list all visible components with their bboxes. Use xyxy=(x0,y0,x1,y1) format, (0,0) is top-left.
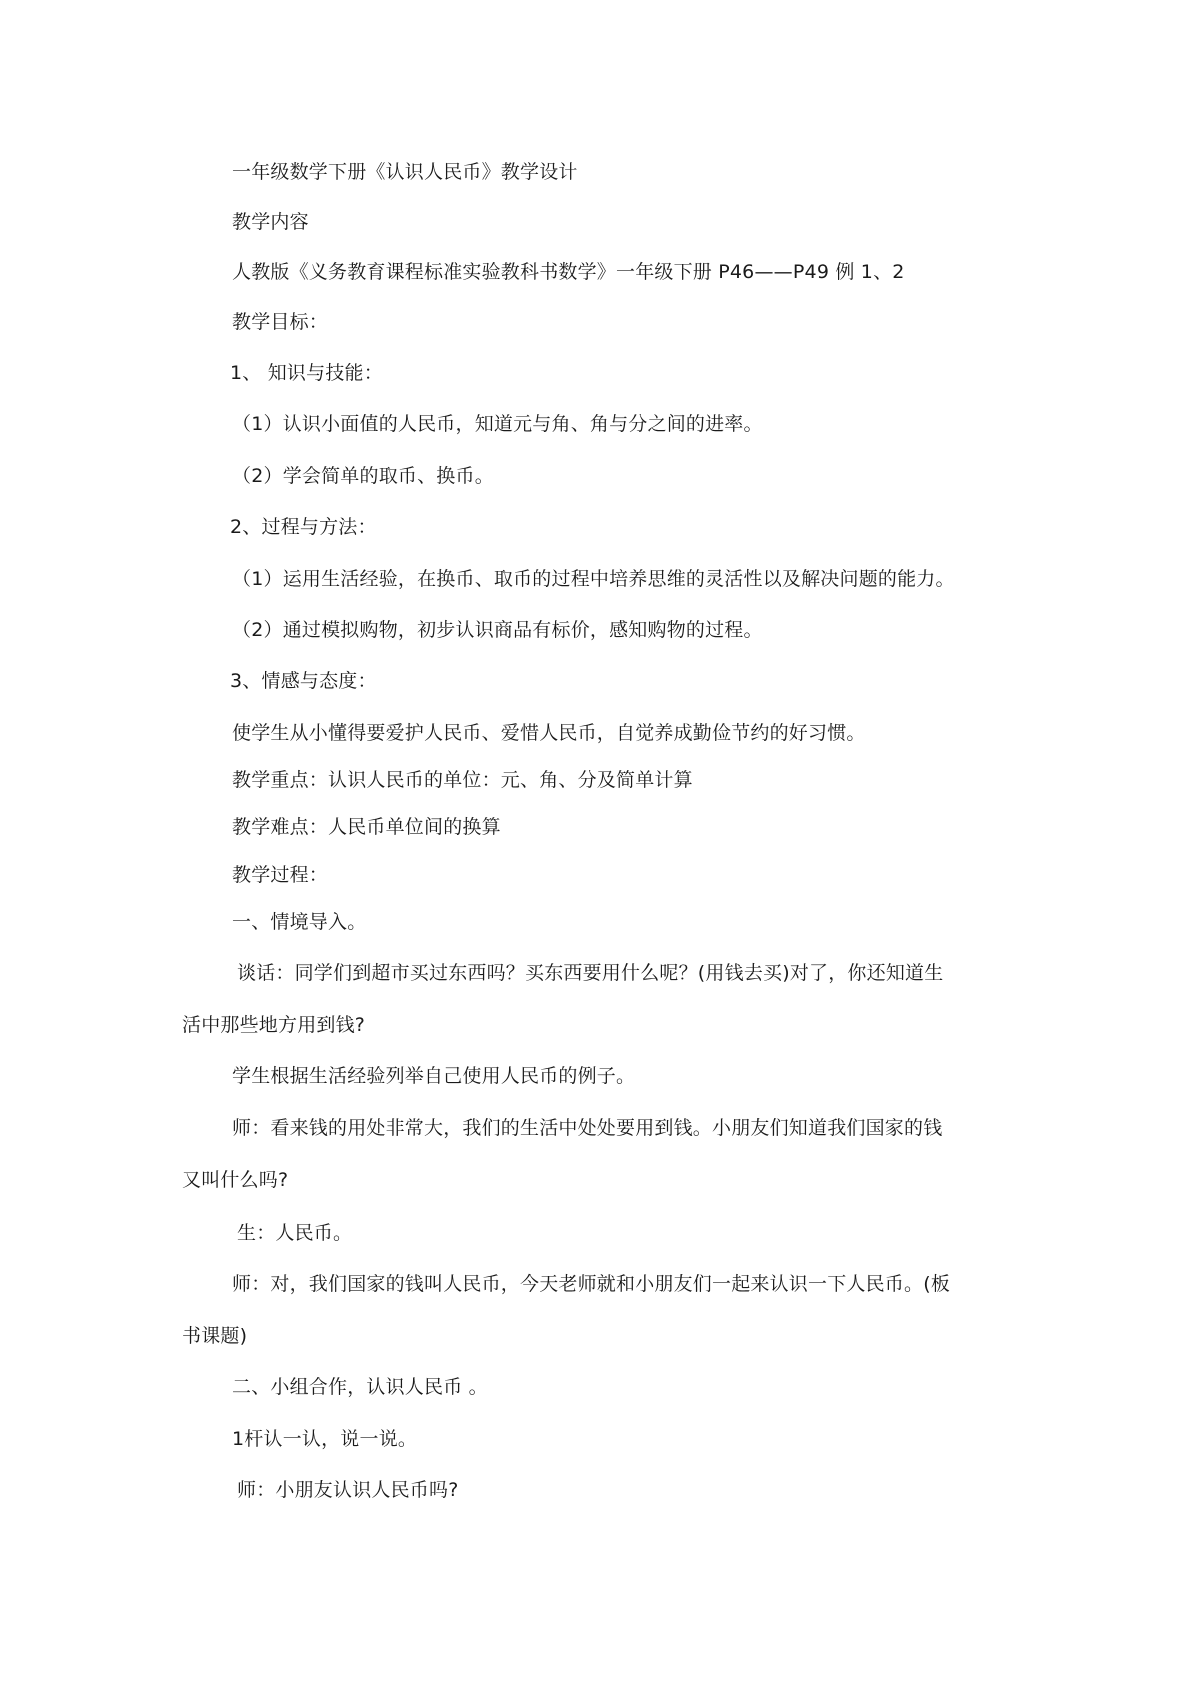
heading-process: 教学过程： xyxy=(232,864,329,886)
student-activity: 学生根据生活经验列举自己使用人民币的例子。 xyxy=(232,1065,636,1087)
dialogue-line-1: 谈话：同学们到超市买过东西吗？买东西要用什么呢？(用钱去买)对了，你还知道生 xyxy=(237,962,944,984)
dialogue-line-4: 师：对，我们国家的钱叫人民币，今天老师就和小朋友们一起来认识一下人民币。(板 xyxy=(232,1273,951,1295)
objective-2: 2、过程与方法： xyxy=(230,516,377,538)
dialogue-line-4-cont: 书课题) xyxy=(182,1325,248,1347)
dialogue-line-2: 师：看来钱的用处非常大，我们的生活中处处要用到钱。小朋友们知道我们国家的钱 xyxy=(232,1117,943,1139)
objective-2-item-1: （1）运用生活经验，在换币、取币的过程中培养思维的灵活性以及解决问题的能力。 xyxy=(232,568,955,590)
dialogue-line-3: 生：人民币。 xyxy=(237,1222,353,1244)
dialogue-line-5: 师：小朋友认识人民币吗? xyxy=(237,1479,459,1501)
objective-1: 1、 知识与技能： xyxy=(230,362,383,384)
heading-content: 教学内容 xyxy=(232,211,309,233)
objective-2-item-2: （2）通过模拟购物，初步认识商品有标价，感知购物的过程。 xyxy=(232,619,763,641)
objective-1-item-1: （1）认识小面值的人民币，知道元与角、角与分之间的进率。 xyxy=(232,413,763,435)
dialogue-line-2-cont: 又叫什么吗? xyxy=(182,1169,289,1191)
section-2-heading: 二、小组合作，认识人民币 。 xyxy=(232,1376,488,1398)
key-point: 教学重点：认识人民币的单位：元、角、分及简单计算 xyxy=(232,769,693,791)
content-text: 人教版《义务教育课程标准实验教科书数学》一年级下册 P46——P49 例 1、2 xyxy=(232,261,905,283)
difficult-point: 教学难点：人民币单位间的换算 xyxy=(232,816,501,838)
section-1-heading: 一、情境导入。 xyxy=(232,911,367,933)
objective-3: 3、情感与态度： xyxy=(230,670,377,692)
heading-objectives: 教学目标： xyxy=(232,311,329,333)
objective-1-item-2: （2）学会简单的取币、换币。 xyxy=(232,465,494,487)
section-2-item-1: 1杆认一认，说一说。 xyxy=(232,1428,418,1450)
dialogue-line-1-cont: 活中那些地方用到钱? xyxy=(182,1014,366,1036)
objective-3-text: 使学生从小懂得要爱护人民币、爱惜人民币，自觉养成勤俭节约的好习惯。 xyxy=(232,722,866,744)
document-title: 一年级数学下册《认识人民币》教学设计 xyxy=(232,161,578,183)
